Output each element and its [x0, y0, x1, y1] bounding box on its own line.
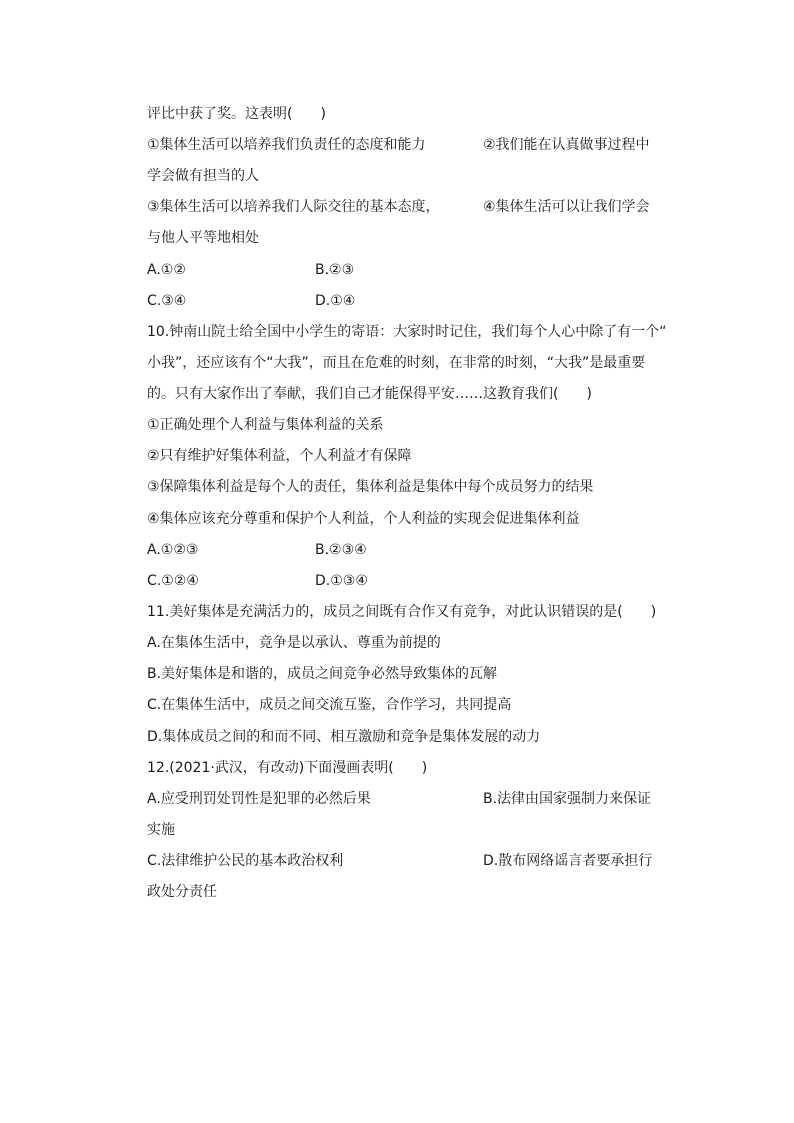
q9-item-4: ④集体生活可以让我们学会: [483, 199, 650, 215]
q9-item-3: ③集体生活可以培养我们人际交往的基本态度，: [147, 199, 440, 215]
q10-option-b: B.②③④: [315, 542, 367, 558]
q10-item-1: ①正确处理个人利益与集体利益的关系: [147, 417, 384, 433]
q10-item-3: ③保障集体利益是每个人的责任，集体利益是集体中每个成员努力的结果: [147, 479, 594, 495]
q9-item-1: ①集体生活可以培养我们负责任的态度和能力: [147, 137, 426, 153]
q12-option-b-cont: 实施: [147, 822, 175, 838]
q9-option-a: A.①②: [147, 262, 186, 278]
q10-item-4: ④集体应该充分尊重和保护个人利益，个人利益的实现会促进集体利益: [147, 511, 580, 527]
q12-option-c: C.法律维护公民的基本政治权利: [147, 853, 344, 869]
q9-option-b: B.②③: [315, 262, 355, 278]
q9-option-d: D.①④: [315, 293, 356, 309]
q12-option-a: A.应受刑罚处罚性是犯罪的必然后果: [147, 791, 371, 807]
q11-option-b: B.美好集体是和谐的，成员之间竞争必然导致集体的瓦解: [147, 666, 498, 682]
q10-option-d: D.①③④: [315, 573, 368, 589]
q12-option-b: B.法律由国家强制力来保证: [483, 791, 652, 807]
q10-option-c: C.①②④: [147, 573, 199, 589]
q11-option-a: A.在集体生活中，竞争是以承认、尊重为前提的: [147, 635, 441, 651]
q10-stem-line1: 10.钟南山院士给全国中小学生的寄语：大家时时记住，我们每个人心中除了有一个“: [147, 324, 667, 340]
q10-option-a: A.①②③: [147, 542, 199, 558]
q9-item-2-cont: 学会做有担当的人: [147, 168, 259, 184]
q11-option-d: D.集体成员之间的和而不同、相互激励和竞争是集体发展的动力: [147, 729, 541, 745]
q11-option-c: C.在集体生活中，成员之间交流互鉴，合作学习，共同提高: [147, 697, 512, 713]
q12-option-d-cont: 政处分责任: [147, 884, 217, 900]
q12-stem: 12.(2021·武汉，有改动)下面漫画表明( ): [147, 760, 428, 776]
q9-stem-end: 评比中获了奖。这表明( ): [147, 106, 326, 122]
q10-item-2: ②只有维护好集体利益，个人利益才有保障: [147, 448, 412, 464]
q10-stem-line2: 小我”，还应该有个“大我”，而且在危难的时刻，在非常的时刻，“大我”是最重要: [147, 355, 646, 371]
q12-option-d: D.散布网络谣言者要承担行: [483, 853, 653, 869]
q9-item-2: ②我们能在认真做事过程中: [483, 137, 650, 153]
q9-item-4-cont: 与他人平等地相处: [147, 230, 259, 246]
q10-stem-line3: 的。只有大家作出了奉献，我们自己才能保得平安……这教育我们( ): [147, 386, 592, 402]
q11-stem: 11.美好集体是充满活力的，成员之间既有合作又有竞争，对此认识错误的是( ): [147, 604, 657, 620]
q9-option-c: C.③④: [147, 293, 187, 309]
